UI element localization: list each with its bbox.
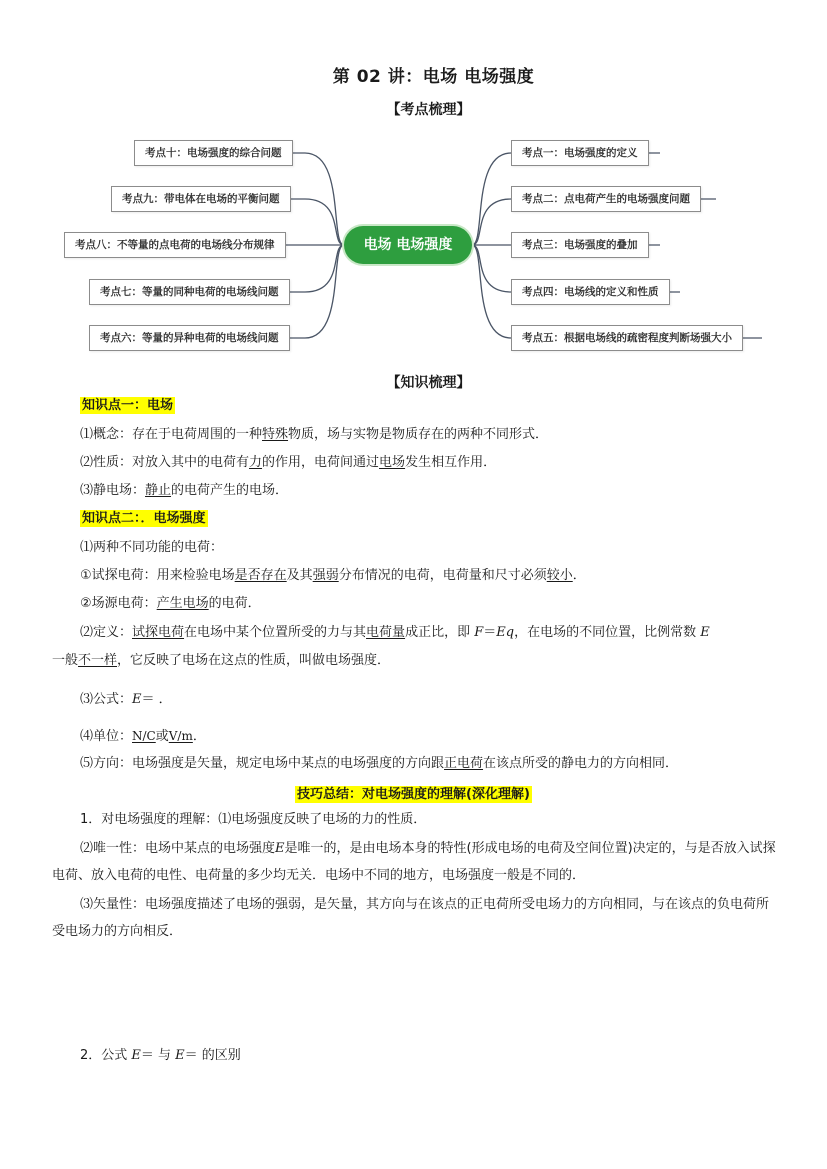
kp1-electrostatic: ⑶静电场：静止的电荷产生的电场．	[80, 483, 289, 498]
mindmap-node-left-4: 考点七：等量的同种电荷的电场线问题	[89, 279, 290, 305]
kp2-source-charge: ②场源电荷：产生电场的电荷．	[80, 596, 261, 611]
skill-heading: 技巧总结：对电场强度的理解(深化理解)	[297, 787, 530, 802]
kp2-definition-cont: 一般不一样，它反映了电场在这点的性质，叫做电场强度．	[52, 653, 391, 668]
kp1-concept: ⑴概念：存在于电荷周围的一种特殊物质，场与实物是物质存在的两种不同形式．	[80, 427, 549, 442]
kp2-definition: ⑵定义：试探电荷在电场中某个位置所受的力与其电荷量成正比，即 F＝Eq，在电场的不同位置，比例常数 E	[80, 625, 710, 640]
mindmap-node-right-3: 考点三：电场强度的叠加	[511, 232, 649, 258]
mindmap-center-node: 电场 电场强度	[344, 226, 472, 264]
mindmap-node-left-3: 考点八：不等量的点电荷的电场线分布规律	[64, 232, 286, 258]
skill-p1: 1．对电场强度的理解：⑴电场强度反映了电场的力的性质．	[80, 812, 427, 827]
kp2-heading: 知识点二：．电场强度	[82, 511, 206, 526]
kp1-heading: 知识点一：电场	[82, 398, 174, 413]
mindmap-node-right-1: 考点一：电场强度的定义	[511, 140, 649, 166]
mind-map-connectors	[0, 0, 827, 360]
mindmap-node-right-2: 考点二：点电荷产生的电场强度问题	[511, 186, 701, 212]
section-heading-knowledge: 【知识梳理】	[386, 375, 471, 391]
mindmap-node-left-1: 考点十：电场强度的综合问题	[134, 140, 293, 166]
skill-p3: ⑶矢量性：电场强度描述了电场的强弱，是矢量，其方向与在该点的正电荷所受电场力的方向相同，与在该点的负电荷所受电场力的方向相反．	[52, 897, 770, 939]
kp2-test-charge: ①试探电荷：用来检验电场是否存在及其强弱分布情况的电荷，电荷量和尺寸必须较小．	[80, 568, 586, 583]
kp2-formula: ⑶公式：E＝ ．	[80, 692, 172, 707]
kp2-direction: ⑸方向：电场强度是矢量，规定电场中某点的电场强度的方向跟正电荷在该点所受的静电力的方向相同．	[80, 756, 679, 771]
skill-p2: ⑵唯一性：电场中某点的电场强度E是唯一的，是由电场本身的特性(形成电场的电荷及空间位置)决定的，与是否放入试探电荷、放入电荷的电性、电荷量的多少均无关．电场中不同的地方，电场强度一般是不同的．	[52, 841, 776, 883]
kp2-two-charges: ⑴两种不同功能的电荷：	[80, 540, 224, 555]
mindmap-node-left-2: 考点九：带电体在电场的平衡问题	[111, 186, 291, 212]
kp1-property: ⑵性质：对放入其中的电荷有力的作用，电荷间通过电场发生相互作用．	[80, 455, 497, 470]
skill-p4: 2．公式 E＝ 与 E＝ 的区别	[80, 1048, 241, 1063]
mindmap-node-right-5: 考点五：根据电场线的疏密程度判断场强大小	[511, 325, 743, 351]
section-heading-exam-points: 【考点梳理】	[386, 102, 471, 118]
page-title: 第 02 讲：电场 电场强度	[332, 67, 535, 87]
mindmap-node-left-5: 考点六：等量的异种电荷的电场线问题	[89, 325, 290, 351]
mindmap-node-right-4: 考点四：电场线的定义和性质	[511, 279, 670, 305]
kp2-unit: ⑷单位：N/C或V/m．	[80, 729, 206, 744]
